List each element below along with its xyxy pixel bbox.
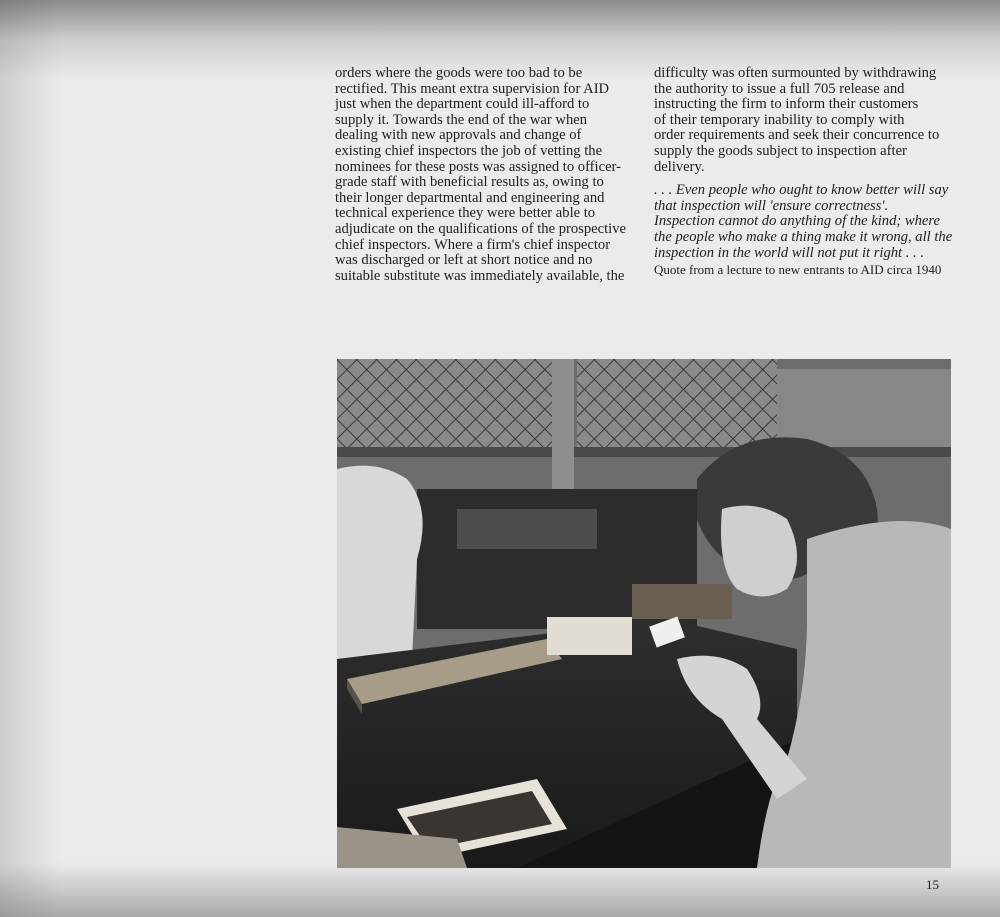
lecture-quote: . . . Even people who ought to know better will say that inspection will 'ensure correctness'. Inspection cannot do anything of the kind; where the people who make a thing make it wrong, all the inspection in the world will not put it right . . . (654, 182, 953, 261)
right-text-column (654, 66, 964, 261)
quote-caption: Quote from a lecture to new entrants to AID circa 1940 (654, 262, 942, 277)
left-column-paragraph: orders where the goods were too bad to be rectified. This meant extra supervision for AID just when the department could ill-afford to supply it. Towards the end of the war when dealing with new approvals and change of existing chief inspectors the job of vetting the nominees for these posts was assigned to officer- grade staff with beneficial results as, owing to their longer departmental and engineering and technical experience they were better able to adjudicate on the qualifications of the prospective chief inspectors. Where a firm's chief inspector was discharged or left at short notice and no suitable substitute was immediately available, the (335, 65, 626, 284)
page-number: 15 (926, 877, 939, 892)
photo-illustration (337, 359, 951, 868)
left-text-column (335, 66, 645, 284)
right-column-paragraph: difficulty was often surmounted by withdrawing the authority to issue a full 705 release and instructing the firm to inform their customers of their temporary inability to comply with order requirements and seek their concurrence to supply the goods subject to inspection after delivery. (654, 65, 940, 175)
inspection-workshop-photo (337, 359, 951, 868)
